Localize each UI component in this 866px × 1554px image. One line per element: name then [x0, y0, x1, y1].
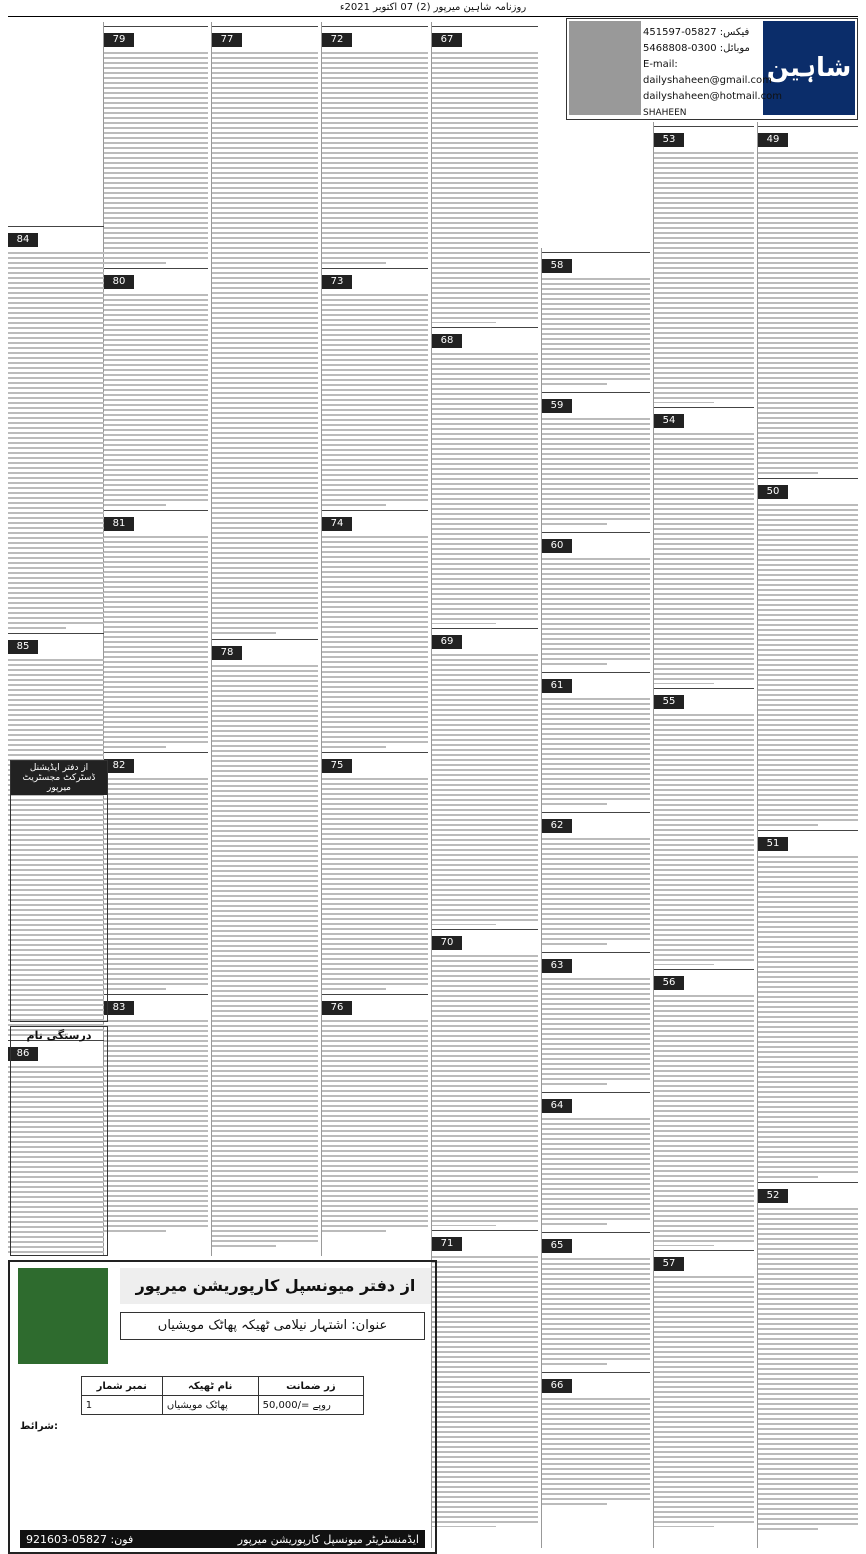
- table-header: زر ضمانت: [258, 1377, 364, 1396]
- notice-signature: ایڈمنسٹریٹر میونسپل کارپوریشن میرپور: [237, 1532, 419, 1546]
- news-item-number: 73: [322, 275, 352, 289]
- news-item: [212, 22, 318, 635]
- gazette-title: از دفتر ایڈیشنل ڈسٹرکٹ مجسٹریٹ میرپور: [11, 761, 107, 795]
- news-item: [758, 122, 858, 474]
- news-item-number: 68: [432, 334, 462, 348]
- news-item: [432, 925, 538, 1226]
- news-item: [758, 1178, 858, 1530]
- page-header: روزنامہ شاہین میرپور (2) 07 اکتوبر 2021ء: [8, 2, 858, 17]
- masthead: [566, 18, 858, 120]
- column-2: [653, 122, 754, 1548]
- news-item-number: 70: [432, 936, 462, 950]
- notice-title: از دفتر میونسپل کارپوریشن میرپور: [120, 1268, 431, 1304]
- news-item-number: 69: [432, 635, 462, 649]
- news-item: [322, 506, 428, 748]
- news-item: [542, 528, 650, 668]
- news-item: [758, 474, 858, 826]
- news-item-number: 82: [104, 759, 134, 773]
- news-item-number: 74: [322, 517, 352, 531]
- news-item-number: 80: [104, 275, 134, 289]
- news-item: [758, 826, 858, 1178]
- news-item-number: 81: [104, 517, 134, 531]
- news-item: [322, 264, 428, 506]
- news-item-number: 55: [654, 695, 684, 709]
- table-row: 1 پھاٹک مویشیاں 50,000/= روپے: [81, 1396, 364, 1415]
- masthead-photo: [569, 21, 641, 115]
- news-item: [542, 948, 650, 1088]
- news-item: [654, 684, 754, 965]
- news-item: [212, 635, 318, 1248]
- column-1: [757, 122, 858, 1548]
- news-item-number: 83: [104, 1001, 134, 1015]
- news-item-number: 64: [542, 1099, 572, 1113]
- news-item: [432, 1226, 538, 1527]
- news-item-number: 72: [322, 33, 352, 47]
- correction-ad: [10, 1026, 108, 1256]
- news-item-number: 76: [322, 1001, 352, 1015]
- news-item-number: 71: [432, 1237, 462, 1251]
- news-item: [542, 388, 650, 528]
- gazette-ad: [10, 760, 108, 1022]
- news-item-number: 61: [542, 679, 572, 693]
- news-item: [542, 668, 650, 808]
- news-item-number: 56: [654, 976, 684, 990]
- contact-info: فیکس: 05827-451597 موبائل: 0300-5468808 E-mail: dailyshaheen@gmail.com dailyshaheen@hotmail.com SHAHEEN: [643, 25, 759, 121]
- column-7: [103, 22, 208, 1256]
- news-item-number: 86: [8, 1047, 38, 1061]
- news-item: [654, 403, 754, 684]
- news-item-number: 54: [654, 414, 684, 428]
- news-item: [104, 506, 208, 748]
- news-item-number: 84: [8, 233, 38, 247]
- news-item: [104, 748, 208, 990]
- news-item: [542, 248, 650, 388]
- news-item-number: 85: [8, 640, 38, 654]
- news-item: [654, 122, 754, 403]
- news-item: [542, 1368, 650, 1508]
- news-item: [322, 990, 428, 1232]
- conditions-label: شرائط:: [20, 1421, 58, 1432]
- news-item: [432, 624, 538, 925]
- news-item-number: 51: [758, 837, 788, 851]
- column-5: [321, 22, 428, 1256]
- news-item-number: 62: [542, 819, 572, 833]
- email-2[interactable]: dailyshaheen@hotmail.com: [643, 91, 782, 102]
- news-item: [432, 323, 538, 624]
- news-item: [654, 965, 754, 1246]
- table-header: نام ٹھیکہ: [162, 1377, 258, 1396]
- news-item: [542, 808, 650, 948]
- logo-name: شاہین: [766, 53, 852, 83]
- table-header: نمبر شمار: [81, 1377, 162, 1396]
- news-item-number: 57: [654, 1257, 684, 1271]
- news-item-number: 67: [432, 33, 462, 47]
- news-item: [104, 264, 208, 506]
- email-1[interactable]: dailyshaheen@gmail.com: [643, 75, 772, 86]
- brand-text: SHAHEEN: [643, 108, 687, 118]
- municipal-notice: [8, 1260, 437, 1554]
- mobile-number: 0300-5468808: [643, 43, 717, 54]
- news-item-number: 60: [542, 539, 572, 553]
- news-item: [432, 22, 538, 323]
- auction-table: [81, 1376, 365, 1415]
- notice-subject: عنوان: اشتہار نیلامی ٹھیکہ پھاٹک مویشیاں: [120, 1312, 425, 1340]
- news-item: [104, 22, 208, 264]
- notice-contact: فون: 05827-921603: [26, 1532, 134, 1546]
- news-item-number: 58: [542, 259, 572, 273]
- column-6: [211, 22, 318, 1256]
- news-item-number: 66: [542, 1379, 572, 1393]
- news-item: [322, 748, 428, 990]
- news-item-number: 78: [212, 646, 242, 660]
- phone-number: 05827-451597: [643, 27, 717, 38]
- news-item-number: 63: [542, 959, 572, 973]
- news-item-number: 52: [758, 1189, 788, 1203]
- news-item-number: 65: [542, 1239, 572, 1253]
- news-item-number: 53: [654, 133, 684, 147]
- news-item-number: 59: [542, 399, 572, 413]
- correction-title: درستگی نام: [26, 1029, 92, 1042]
- news-item-number: 79: [104, 33, 134, 47]
- column-4: [431, 22, 538, 1548]
- news-item: [8, 222, 104, 629]
- news-item-number: 77: [212, 33, 242, 47]
- news-item: [654, 1246, 754, 1527]
- news-item: [542, 1088, 650, 1228]
- notice-body: [20, 1346, 425, 1546]
- column-3: [541, 248, 650, 1548]
- news-item-number: 75: [322, 759, 352, 773]
- news-item: [542, 1228, 650, 1368]
- notice-footer: [20, 1530, 425, 1548]
- news-item: [322, 22, 428, 264]
- news-item-number: 49: [758, 133, 788, 147]
- news-item: [104, 990, 208, 1232]
- news-item-number: 50: [758, 485, 788, 499]
